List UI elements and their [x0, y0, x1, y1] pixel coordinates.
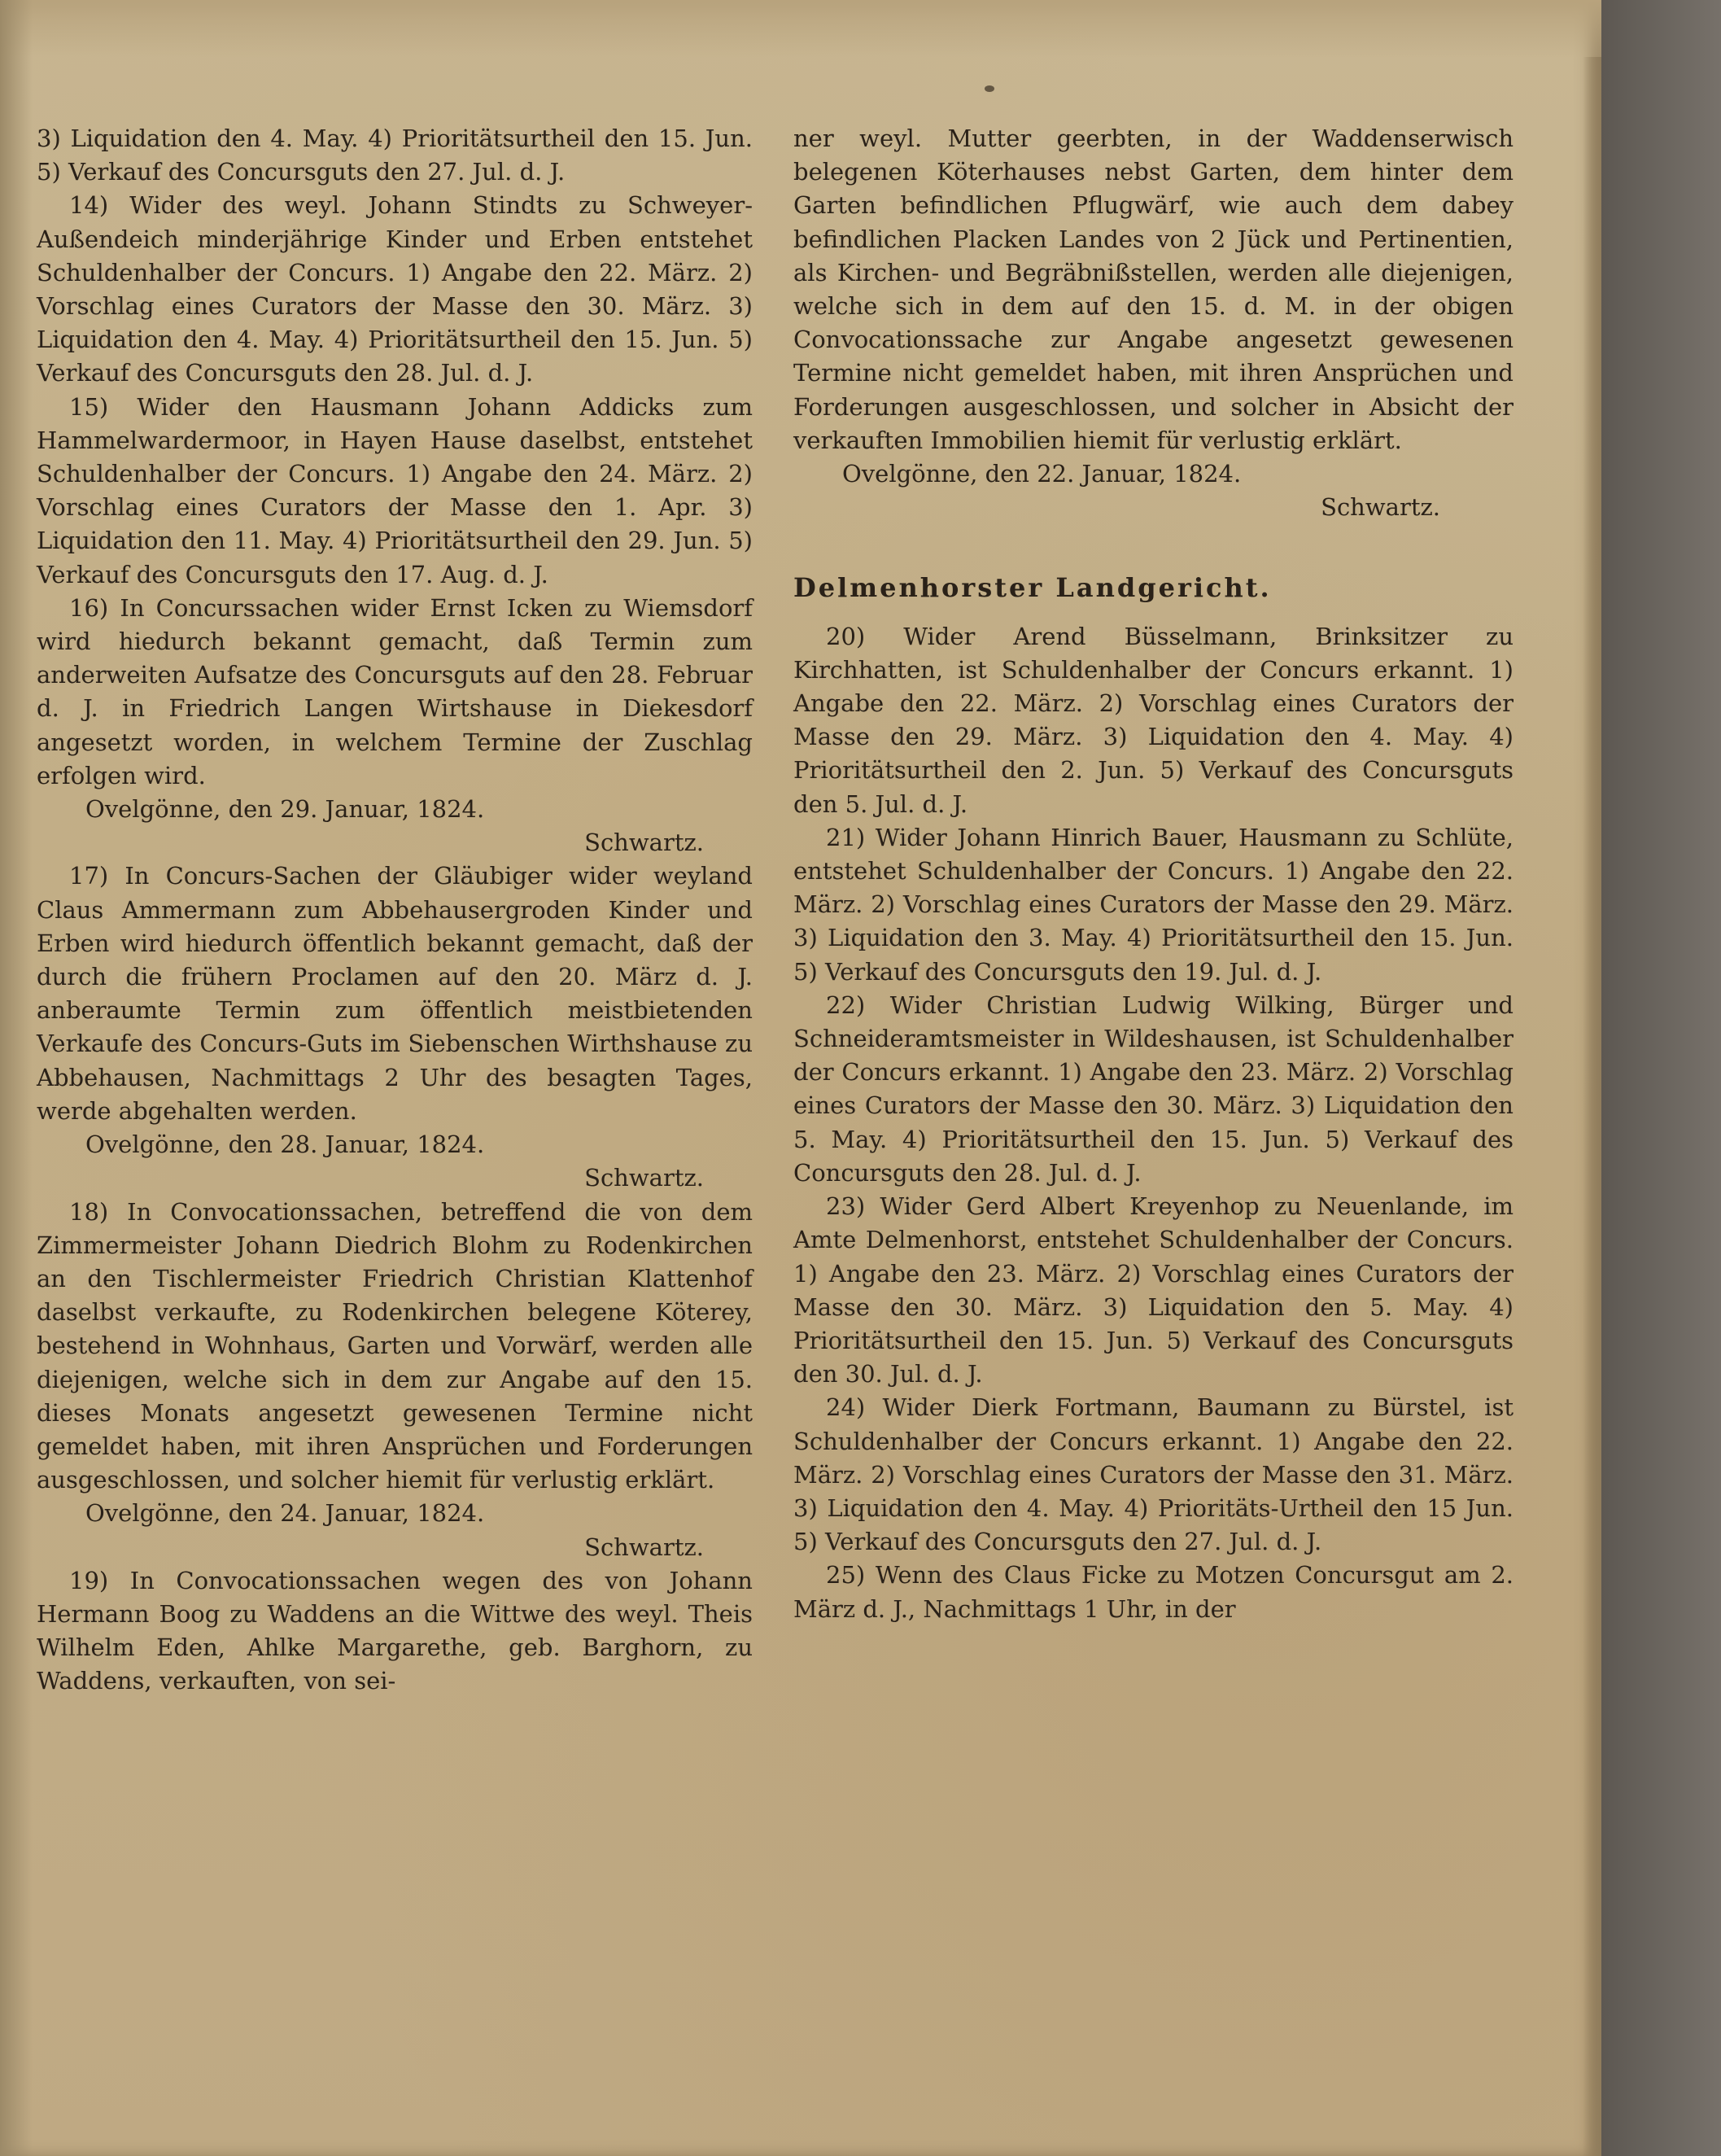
ink-spot: [985, 85, 994, 92]
page-top-edge: [0, 0, 1601, 57]
notice-item-3-continued: 3) Liquidation den 4. May. 4) Prioritätsurtheil den 15. Jun. 5) Verkauf des Concursguts den 27. Jul. d. J.: [37, 125, 753, 186]
right-column: [793, 122, 1514, 1626]
notice-item-25: 25) Wenn des Claus Ficke zu Motzen Concursgut am 2. März d. J., Nachmittags 1 Uhr, in der: [793, 1561, 1514, 1623]
signature: Schwartz.: [584, 1164, 704, 1192]
notice-item-17: 17) In Concurs-Sachen der Gläubiger wider weyland Claus Ammermann zum Abbehausergroden Kinder und Erben wird hiedurch öffentlich bekannt gemacht, daß der durch die frühern Proclamen auf den 20. März d. J. anberaumte Termin zum öffentlich meistbietenden Verkaufe des Concurs-Guts im Siebenschen Wirthshause zu Abbehausen, Nachmittags 2 Uhr des besagten Tages, werde abgehalten werden.: [37, 862, 753, 1125]
dateline: Ovelgönne, den 28. Januar, 1824.: [85, 1130, 485, 1159]
signature: Schwartz.: [1321, 493, 1440, 522]
left-column: [37, 122, 753, 1699]
signature: Schwartz.: [584, 1533, 704, 1561]
notice-item-20: 20) Wider Arend Büsselmann, Brinksitzer zu Kirchhatten, ist Schuldenhalber der Concurs erkannt. 1) Angabe den 22. März. 2) Vorschlag eines Curators der Masse den 29. März. 3) Liquidation den 4. May. 4) Prioritätsurtheil den 2. Jun. 5) Verkauf des Concursguts den 5. Jul. d. J.: [793, 622, 1514, 818]
dateline: Ovelgönne, den 24. Januar, 1824.: [85, 1499, 485, 1528]
dateline: Ovelgönne, den 22. Januar, 1824.: [842, 460, 1242, 488]
notice-item-19-continued: ner weyl. Mutter geerbten, in der Waddenserwisch belegenen Köterhauses nebst Garten, dem hinter dem Garten befindlichen Pflugwärf, wie auch dem dabey befindlichen Placken Landes von 2 Jück und Pertinentien, als Kirchen- und Begräbnißstellen, werden alle diejenigen, welche sich in dem auf den 15. d. M. in der obigen Convocationssache zur Angabe angesetzt gewesenen Termine nicht gemeldet haben, mit ihren Ansprüchen und Forderungen ausgeschlossen, und solcher in Absicht der verkauften Immobilien hiemit für verlustig erklärt.: [793, 125, 1514, 454]
notice-item-21: 21) Wider Johann Hinrich Bauer, Hausmann zu Schlüte, entstehet Schuldenhalber der Concurs. 1) Angabe den 22. März. 2) Vorschlag eines Curators der Masse den 29. März. 3) Liquidation den 3. May. 4) Prioritätsurtheil den 15. Jun. 5) Verkauf des Concursguts den 19. Jul. d. J.: [793, 823, 1514, 986]
notice-item-22: 22) Wider Christian Ludwig Wilking, Bürger und Schneideramtsmeister in Wildeshausen, ist Schuldenhalber der Concurs erkannt. 1) Angabe den 23. März. 2) Vorschlag eines Curators der Masse den 30. März. 3) Liquidation den 5. May. 4) Prioritätsurtheil den 15. Jun. 5) Verkauf des Concursguts den 28. Jul. d. J.: [793, 991, 1514, 1187]
notice-item-19: 19) In Convocationssachen wegen des von Johann Hermann Boog zu Waddens an die Wittwe des weyl. Theis Wilhelm Eden, Ahlke Margarethe, geb. Barghorn, zu Waddens, verkauften, von sei-: [37, 1566, 753, 1695]
background-surface: [1601, 0, 1721, 2156]
notice-item-15: 15) Wider den Hausmann Johann Addicks zum Hammelwardermoor, in Hayen Hause daselbst, entstehet Schuldenhalber der Concurs. 1) Angabe den 24. März. 2) Vorschlag eines Curators der Masse den 1. Apr. 3) Liquidation den 11. May. 4) Prioritätsurtheil den 29. Jun. 5) Verkauf des Concursguts den 17. Aug. d. J.: [37, 392, 753, 588]
section-heading: Delmenhorster Landgericht.: [793, 572, 1272, 604]
page-right-edge: [1583, 57, 1601, 2156]
notice-item-14: 14) Wider des weyl. Johann Stindts zu Schweyer-Außendeich minderjährige Kinder und Erben entstehet Schuldenhalber der Concurs. 1) Angabe den 22. März. 2) Vorschlag eines Curators der Masse den 30. März. 3) Liquidation den 4. May. 4) Prioritätsurtheil den 15. Jun. 5) Verkauf des Concursguts den 28. Jul. d. J.: [37, 191, 753, 387]
signature: Schwartz.: [584, 829, 704, 857]
notice-item-16: 16) In Concurssachen wider Ernst Icken zu Wiemsdorf wird hiedurch bekannt gemacht, daß Termin zum anderweiten Aufsatze des Concursguts auf den 28. Februar d. J. in Friedrich Langen Wirtshause in Diekesdorf angesetzt worden, in welchem Termine der Zuschlag erfolgen wird.: [37, 593, 753, 789]
dateline: Ovelgönne, den 29. Januar, 1824.: [85, 795, 485, 824]
notice-item-18: 18) In Convocationssachen, betreffend die von dem Zimmermeister Johann Diedrich Blohm zu Rodenkirchen an den Tischlermeister Friedrich Christian Klattenhof daselbst verkaufte, zu Rodenkirchen belegene Köterey, bestehend in Wohnhaus, Garten und Vorwärf, werden alle diejenigen, welche sich in dem zur Angabe auf den 15. dieses Monats angesetzt gewesenen Termine nicht gemeldet haben, mit ihren Ansprüchen und Forderungen ausgeschlossen, und solcher hiemit für verlustig erklärt.: [37, 1197, 753, 1494]
notice-item-24: 24) Wider Dierk Fortmann, Baumann zu Bürstel, ist Schuldenhalber der Concurs erkannt. 1) Angabe den 22. März. 2) Vorschlag eines Curators der Masse den 31. März. 3) Liquidation den 4. May. 4) Prioritäts-Urtheil den 15 Jun. 5) Verkauf des Concursguts den 27. Jul. d. J.: [793, 1393, 1514, 1556]
notice-item-23: 23) Wider Gerd Albert Kreyenhop zu Neuenlande, im Amte Delmenhorst, entstehet Schuldenhalber der Concurs. 1) Angabe den 23. März. 2) Vorschlag eines Curators der Masse den 30. März. 3) Liquidation den 5. May. 4) Prioritätsurtheil den 15. Jun. 5) Verkauf des Concursguts den 30. Jul. d. J.: [793, 1192, 1514, 1388]
page-left-edge: [0, 0, 33, 2156]
